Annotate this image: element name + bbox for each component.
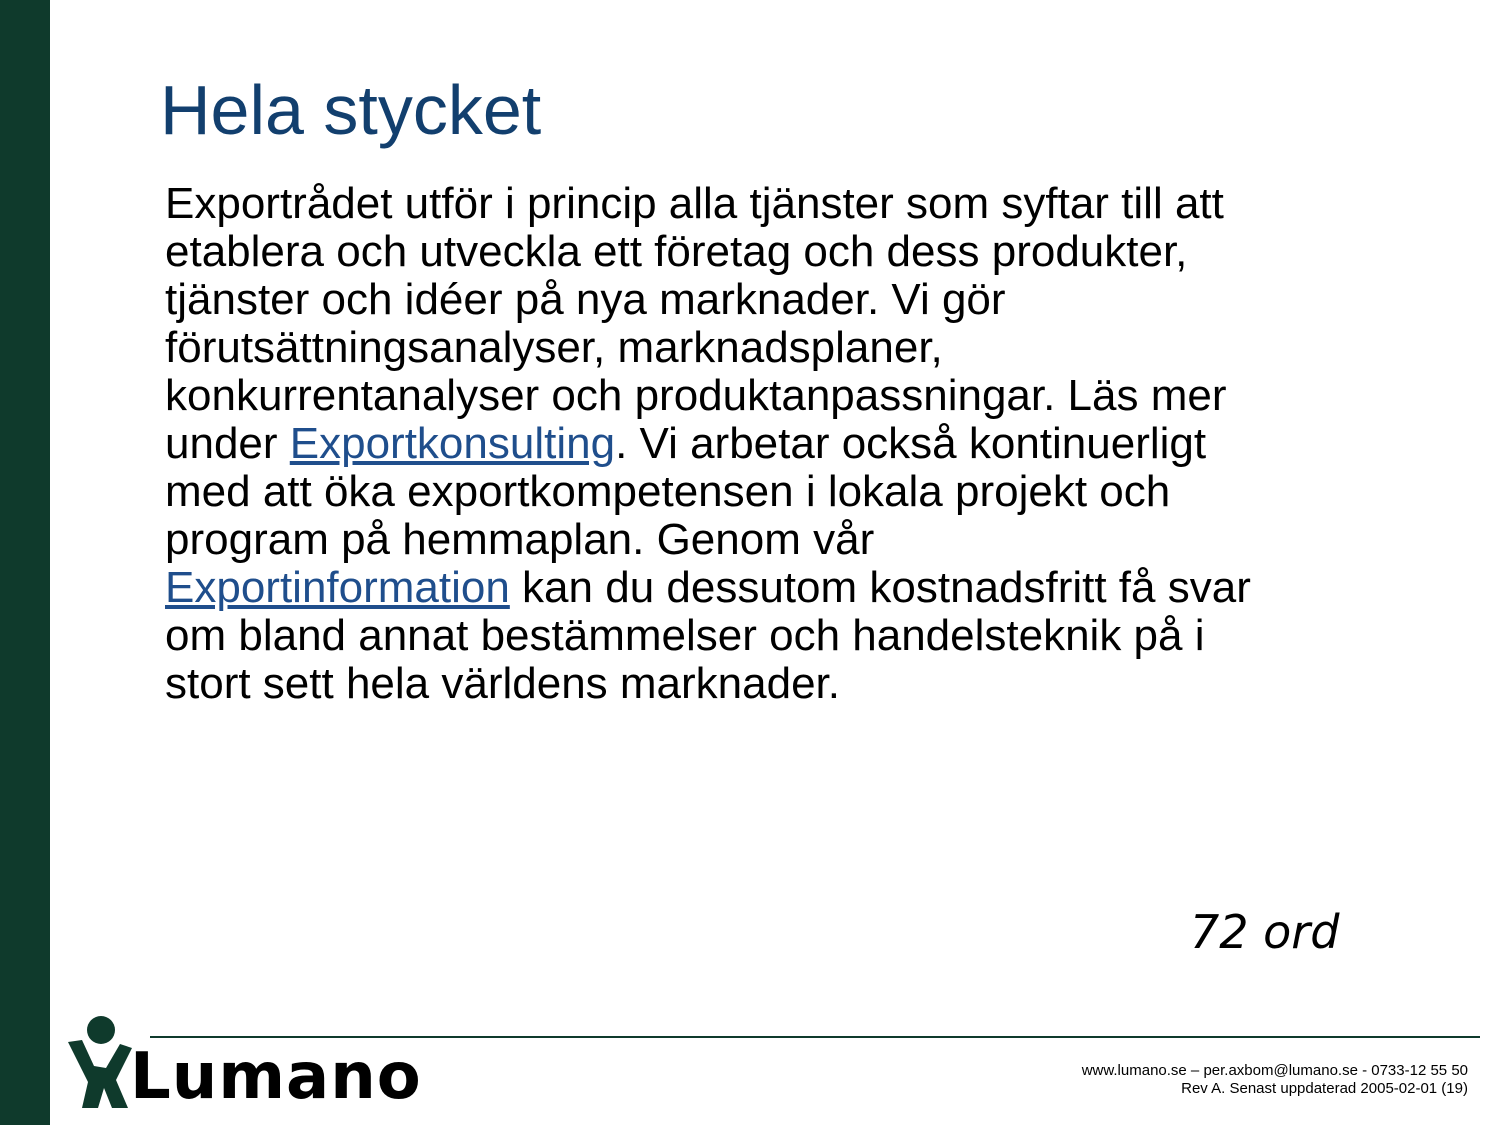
lumano-brand-text: Lumano bbox=[130, 1040, 422, 1114]
body-line bbox=[165, 564, 1425, 612]
left-accent-bar bbox=[0, 0, 50, 1125]
body-text-fragment: under bbox=[165, 419, 290, 468]
body-line: om bland annat bestämmelser och handelsteknik på i bbox=[165, 611, 1205, 660]
body-line: etablera och utveckla ett företag och dess produkter, bbox=[165, 227, 1188, 276]
body-line: tjänster och idéer på nya marknader. Vi gör bbox=[165, 275, 1006, 324]
body-line: Exportrådet utför i princip alla tjänster som syftar till att bbox=[165, 179, 1224, 228]
footer-revision: Rev A. Senast uppdaterad 2005-02-01 (19) bbox=[1181, 1080, 1468, 1097]
footer-contact: www.lumano.se – per.axbom@lumano.se - 0733-12 55 50 bbox=[1081, 1062, 1468, 1079]
slide-title: Hela stycket bbox=[160, 71, 542, 149]
body-text-fragment: . Vi arbetar också kontinuerligt bbox=[615, 419, 1207, 468]
slide-body bbox=[165, 180, 1425, 708]
footer-info bbox=[1082, 1062, 1468, 1098]
body-text-fragment: kan du dessutom kostnadsfritt få svar bbox=[509, 563, 1251, 612]
exportinformation-link[interactable]: Exportinformation bbox=[165, 563, 510, 612]
body-line: program på hemmaplan. Genom vår bbox=[165, 515, 875, 564]
word-count: 72 ord bbox=[1190, 905, 1340, 959]
logo-figure-body bbox=[68, 1040, 132, 1108]
logo-figure-head bbox=[87, 1016, 115, 1044]
body-line: konkurrentanalyser och produktanpassningar. Läs mer bbox=[165, 371, 1227, 420]
body-line: förutsättningsanalyser, marknadsplaner, bbox=[165, 323, 943, 372]
body-line: med att öka exportkompetensen i lokala projekt och bbox=[165, 467, 1171, 516]
body-line: stort sett hela världens marknader. bbox=[165, 659, 840, 708]
exportkonsulting-link[interactable]: Exportkonsulting bbox=[289, 419, 616, 468]
body-line bbox=[165, 420, 1425, 468]
